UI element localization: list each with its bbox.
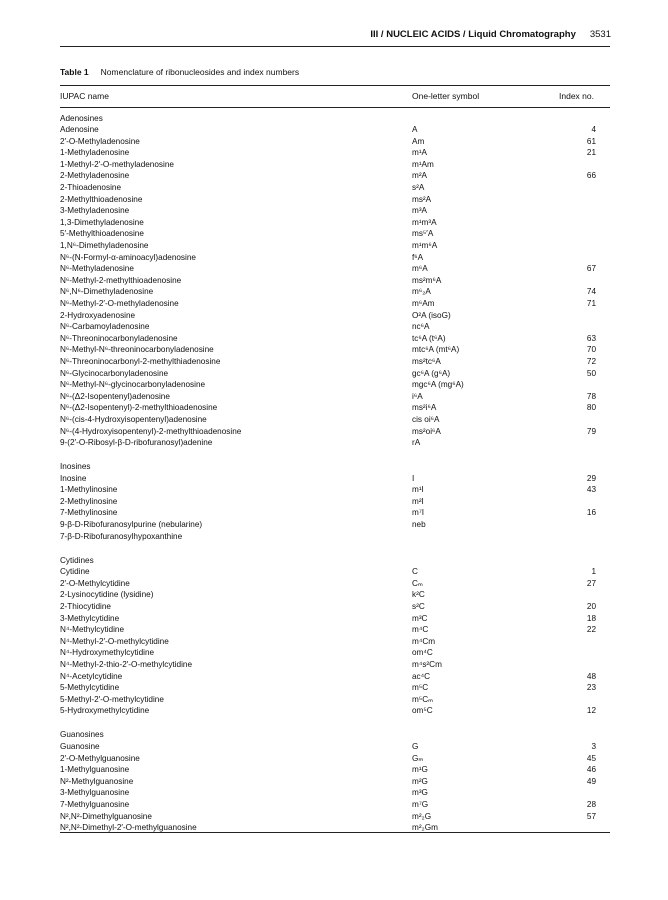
table-row: [60, 240, 610, 252]
running-head: [60, 29, 611, 45]
iupac-name-cell: Adenosine: [60, 125, 99, 135]
symbol-cell: om⁵C: [412, 706, 433, 716]
table-row: [60, 659, 610, 671]
table-row: [60, 753, 610, 765]
iupac-name-cell: N⁶-Carbamoyladenosine: [60, 322, 150, 332]
iupac-name-cell: N⁶-Methyl-2-methylthioadenosine: [60, 275, 182, 285]
table-row: [60, 275, 610, 287]
column-header-iupac-name: IUPAC name: [60, 91, 109, 101]
symbol-cell: m⁶Am: [412, 299, 435, 308]
symbol-cell: m¹m⁶A: [412, 241, 438, 251]
iupac-name-cell: N⁶,N⁶-Dimethyladenosine: [60, 287, 154, 297]
symbol-cell: Cₘ: [412, 578, 424, 588]
iupac-name-cell: N⁶-Threoninocarbonyladenosine: [60, 333, 178, 343]
group-title-text: Cytidines: [60, 555, 94, 565]
index-cell: 46: [586, 765, 596, 775]
symbol-cell: C: [412, 567, 418, 577]
table-row: [60, 298, 610, 310]
table-row: [60, 321, 610, 333]
page-number: 3531: [589, 29, 611, 40]
symbol-cell: i⁶A: [412, 391, 423, 401]
iupac-name-cell: 3-Methylcytidine: [60, 613, 120, 623]
symbol-cell: gc⁶A (g⁶A): [412, 368, 451, 378]
table-row: [60, 402, 610, 414]
symbol-cell: ac⁴C: [412, 671, 431, 681]
table-row: [60, 217, 610, 229]
table-row: [60, 671, 610, 683]
index-cell: 43: [586, 485, 596, 495]
index-cell: 29: [586, 473, 596, 483]
group-title-text: Guanosines: [60, 730, 104, 740]
symbol-cell: G: [412, 741, 419, 751]
table-row: [60, 589, 610, 601]
table-row: [60, 124, 610, 136]
table-row: [60, 170, 610, 182]
table-row: [60, 310, 610, 322]
table-row: [60, 787, 610, 799]
symbol-cell: k²C: [412, 590, 425, 600]
index-cell: 50: [586, 368, 596, 378]
iupac-name-cell: 3-Methyladenosine: [60, 206, 130, 216]
symbol-cell: m¹I: [412, 485, 424, 495]
table-bottom-rule: [60, 832, 610, 833]
iupac-name-cell: 2-Hydroxyadenosine: [60, 310, 136, 320]
symbol-cell: m⁴s²Cm: [412, 660, 442, 669]
table-row: [60, 437, 610, 449]
iupac-name-cell: N⁶-Threoninocarbonyl-2-methylthiadenosine: [60, 356, 221, 366]
index-cell: 23: [586, 683, 596, 693]
table-row: [60, 682, 610, 694]
symbol-cell: m⁷G: [412, 799, 429, 809]
table-row: [60, 368, 610, 380]
table-row: [60, 205, 610, 217]
iupac-name-cell: 2-Methylthioadenosine: [60, 194, 143, 204]
group-title-text: Inosines: [60, 462, 91, 472]
iupac-name-cell: 2-Methylinosine: [60, 496, 118, 506]
table-row: [60, 484, 610, 496]
column-header-rule: [60, 107, 610, 108]
iupac-name-cell: N⁶-Methyl-2′-O-methyladenosine: [60, 299, 179, 308]
iupac-name-cell: N⁴-Methylcytidine: [60, 625, 125, 635]
symbol-cell: mgc⁶A (mg⁶A): [412, 380, 464, 390]
symbol-cell: f⁶A: [412, 252, 424, 262]
iupac-name-cell: N⁶-(Δ2-Isopentenyl)adenosine: [60, 391, 170, 401]
table-row: [60, 636, 610, 648]
table-row: [60, 333, 610, 345]
symbol-cell: m⁴C: [412, 625, 429, 635]
group-title: [60, 461, 610, 473]
symbol-cell: m²I: [412, 496, 424, 506]
symbol-cell: s²C: [412, 602, 425, 612]
table-row: [60, 624, 610, 636]
group-spacer: [60, 449, 610, 461]
index-cell: 79: [586, 426, 596, 436]
symbol-cell: m³G: [412, 788, 428, 798]
index-cell: 27: [586, 578, 596, 588]
symbol-cell: nc⁶A: [412, 322, 430, 332]
symbol-cell: m¹A: [412, 148, 428, 158]
index-cell: 12: [586, 706, 596, 716]
symbol-cell: m⁵C: [412, 683, 429, 693]
symbol-cell: m⁷I: [412, 508, 425, 518]
index-cell: 20: [586, 602, 596, 612]
group-title-text: Adenosines: [60, 113, 103, 123]
index-cell: 18: [586, 613, 596, 623]
symbol-cell: om⁴C: [412, 648, 433, 658]
symbol-cell: I: [412, 473, 415, 483]
symbol-cell: ms²oi⁶A: [412, 426, 441, 436]
index-cell: 67: [586, 264, 596, 274]
table-row: [60, 194, 610, 206]
table-row: [60, 182, 610, 194]
iupac-name-cell: 7-Methylinosine: [60, 508, 118, 518]
symbol-cell: ms⁵′A: [412, 229, 434, 239]
symbol-cell: mtc⁶A (mt⁶A): [412, 345, 460, 355]
header-rule: [60, 46, 610, 47]
symbol-cell: ms²A: [412, 194, 432, 204]
table-row: [60, 496, 610, 508]
symbol-cell: neb: [412, 520, 426, 530]
symbol-cell: m¹m³A: [412, 217, 437, 227]
table-row: [60, 414, 610, 426]
iupac-name-cell: 7-Methylguanosine: [60, 799, 130, 809]
iupac-name-cell: 2-Thioadenosine: [60, 183, 121, 193]
table-row: [60, 613, 610, 625]
iupac-name-cell: N⁴-Methyl-2′-O-methylcytidine: [60, 636, 169, 646]
iupac-name-cell: 5′-Methylthioadenosine: [60, 229, 144, 239]
table-row: [60, 694, 610, 706]
index-cell: 16: [586, 508, 596, 518]
index-cell: 4: [591, 125, 596, 135]
column-header-symbol: One-letter symbol: [412, 91, 480, 101]
symbol-cell: m⁶A: [412, 264, 428, 274]
symbol-cell: m²₂Gm: [412, 823, 438, 833]
iupac-name-cell: Inosine: [60, 473, 87, 483]
index-cell: 78: [586, 391, 596, 401]
index-cell: 45: [586, 753, 596, 763]
index-cell: 22: [586, 625, 596, 635]
symbol-cell: rA: [412, 438, 421, 448]
table-row: [60, 531, 610, 543]
iupac-name-cell: 1-Methylguanosine: [60, 765, 130, 775]
table-row: [60, 391, 610, 403]
table-row: [60, 356, 610, 368]
table-row: [60, 263, 610, 275]
iupac-name-cell: 5-Hydroxymethylcytidine: [60, 706, 150, 716]
iupac-name-cell: 3-Methylguanosine: [60, 788, 130, 798]
table-top-rule: [60, 85, 610, 86]
iupac-name-cell: 2-Methyladenosine: [60, 171, 130, 181]
table-row: [60, 799, 610, 811]
iupac-name-cell: 2′-O-Methylguanosine: [60, 753, 140, 763]
table-row: [60, 473, 610, 485]
index-cell: 48: [586, 671, 596, 681]
table-row: [60, 578, 610, 590]
iupac-name-cell: 2′-O-Methylcytidine: [60, 578, 130, 588]
symbol-cell: tc⁶A (t⁶A): [412, 333, 446, 343]
symbol-cell: m¹G: [412, 765, 428, 775]
group-spacer: [60, 542, 610, 554]
iupac-name-cell: N⁶-Methyladenosine: [60, 264, 134, 274]
index-cell: 3: [591, 741, 596, 751]
index-cell: 61: [586, 136, 596, 146]
iupac-name-cell: 2-Thiocytidine: [60, 602, 111, 612]
symbol-cell: O²A (isoG): [412, 310, 451, 320]
symbol-cell: cis oi⁶A: [412, 414, 440, 424]
table-row: [60, 159, 610, 171]
index-cell: 72: [586, 356, 596, 366]
iupac-name-cell: N⁴-Hydroxymethylcytidine: [60, 648, 155, 658]
symbol-cell: ms²i⁶A: [412, 403, 437, 413]
symbol-cell: m³A: [412, 206, 428, 216]
table-row: [60, 647, 610, 659]
table-row: [60, 136, 610, 148]
index-cell: 80: [586, 403, 596, 413]
table-row: [60, 601, 610, 613]
table-row: [60, 228, 610, 240]
iupac-name-cell: N²,N²-Dimethylguanosine: [60, 811, 152, 821]
iupac-name-cell: Guanosine: [60, 741, 100, 751]
group-spacer: [60, 717, 610, 729]
index-cell: 28: [586, 799, 596, 809]
index-cell: 49: [586, 776, 596, 786]
running-title: III / NUCLEIC ACIDS / Liquid Chromatography: [370, 29, 576, 40]
iupac-name-cell: 2-Lysinocytidine (lysidine): [60, 590, 154, 600]
symbol-cell: ms²tc⁶A: [412, 356, 441, 366]
table-row: [60, 286, 610, 298]
table-row: [60, 566, 610, 578]
symbol-cell: A: [412, 125, 418, 135]
symbol-cell: Am: [412, 136, 425, 146]
group-title: [60, 113, 610, 125]
table-row: [60, 147, 610, 159]
index-cell: 21: [586, 148, 596, 158]
iupac-name-cell: N⁶-Glycinocarbonyladenosine: [60, 368, 169, 378]
table-row: [60, 252, 610, 264]
iupac-name-cell: N⁴-Acetylcytidine: [60, 671, 123, 681]
iupac-name-cell: N⁶-(Δ2-Isopentenyl)-2-methylthioadenosine: [60, 403, 218, 413]
symbol-cell: m²G: [412, 776, 428, 786]
table-label: Table 1: [60, 67, 89, 77]
table-row: [60, 507, 610, 519]
index-cell: 1: [591, 567, 596, 577]
symbol-cell: m²A: [412, 171, 428, 181]
symbol-cell: m⁶₂A: [412, 287, 431, 297]
group-title: [60, 729, 610, 741]
iupac-name-cell: N²-Methylguanosine: [60, 776, 134, 786]
group-title: [60, 555, 610, 567]
index-cell: 74: [586, 287, 596, 297]
iupac-name-cell: 2′-O-Methyladenosine: [60, 136, 140, 146]
iupac-name-cell: 9-β-D-Ribofuranosylpurine (nebularine): [60, 520, 203, 530]
table-title: Nomenclature of ribonucleosides and index numbers: [100, 67, 300, 77]
symbol-cell: Gₘ: [412, 753, 424, 763]
table-row: [60, 705, 610, 717]
index-cell: 63: [586, 333, 596, 343]
index-cell: 70: [586, 345, 596, 355]
index-cell: 57: [586, 811, 596, 821]
iupac-name-cell: 1,3-Dimethyladenosine: [60, 217, 144, 227]
iupac-name-cell: 1-Methyl-2′-O-methyladenosine: [60, 159, 174, 169]
index-cell: 66: [586, 171, 596, 181]
iupac-name-cell: N⁶-(cis-4-Hydroxyisopentenyl)adenosine: [60, 414, 207, 424]
symbol-cell: ms²m⁶A: [412, 275, 442, 285]
table-body: [60, 113, 610, 834]
symbol-cell: m¹Am: [412, 159, 434, 169]
table-row: [60, 764, 610, 776]
symbol-cell: m⁴Cm: [412, 636, 436, 646]
symbol-cell: s²A: [412, 183, 425, 193]
iupac-name-cell: N²,N²-Dimethyl-2′-O-methylguanosine: [60, 823, 197, 833]
iupac-name-cell: 1-Methyladenosine: [60, 148, 130, 158]
iupac-name-cell: Cytidine: [60, 567, 90, 577]
table-row: [60, 344, 610, 356]
symbol-cell: m²₂G: [412, 811, 432, 821]
index-cell: 71: [586, 299, 596, 308]
iupac-name-cell: 1-Methylinosine: [60, 485, 118, 495]
iupac-name-cell: N⁶-Methyl-N⁶-glycinocarbonyladenosine: [60, 380, 206, 390]
iupac-name-cell: N⁶-(4-Hydroxyisopentenyl)-2-methylthioadenosine: [60, 426, 242, 436]
iupac-name-cell: N⁴-Methyl-2-thio-2′-O-methylcytidine: [60, 660, 192, 669]
table-row: [60, 811, 610, 823]
iupac-name-cell: 9-(2′-O-Ribosyl-β-D-ribofuranosyl)adenine: [60, 438, 213, 448]
table-row: [60, 379, 610, 391]
iupac-name-cell: N⁶-Methyl-N⁶-threoninocarbonyladenosine: [60, 345, 214, 355]
symbol-cell: m³C: [412, 613, 428, 623]
table-row: [60, 741, 610, 753]
table-caption: [60, 67, 299, 77]
table-row: [60, 426, 610, 438]
iupac-name-cell: 1,N⁶-Dimethyladenosine: [60, 241, 149, 251]
iupac-name-cell: 5-Methyl-2′-O-methylcytidine: [60, 694, 164, 704]
symbol-cell: m⁵Cₘ: [412, 694, 434, 704]
iupac-name-cell: 7-β-D-Ribofuranosylhypoxanthine: [60, 531, 183, 541]
column-header-index: Index no.: [559, 91, 594, 101]
iupac-name-cell: N⁶-(N-Formyl-α-aminoacyl)adenosine: [60, 252, 196, 262]
table-row: [60, 776, 610, 788]
iupac-name-cell: 5-Methylcytidine: [60, 683, 120, 693]
table-row: [60, 519, 610, 531]
